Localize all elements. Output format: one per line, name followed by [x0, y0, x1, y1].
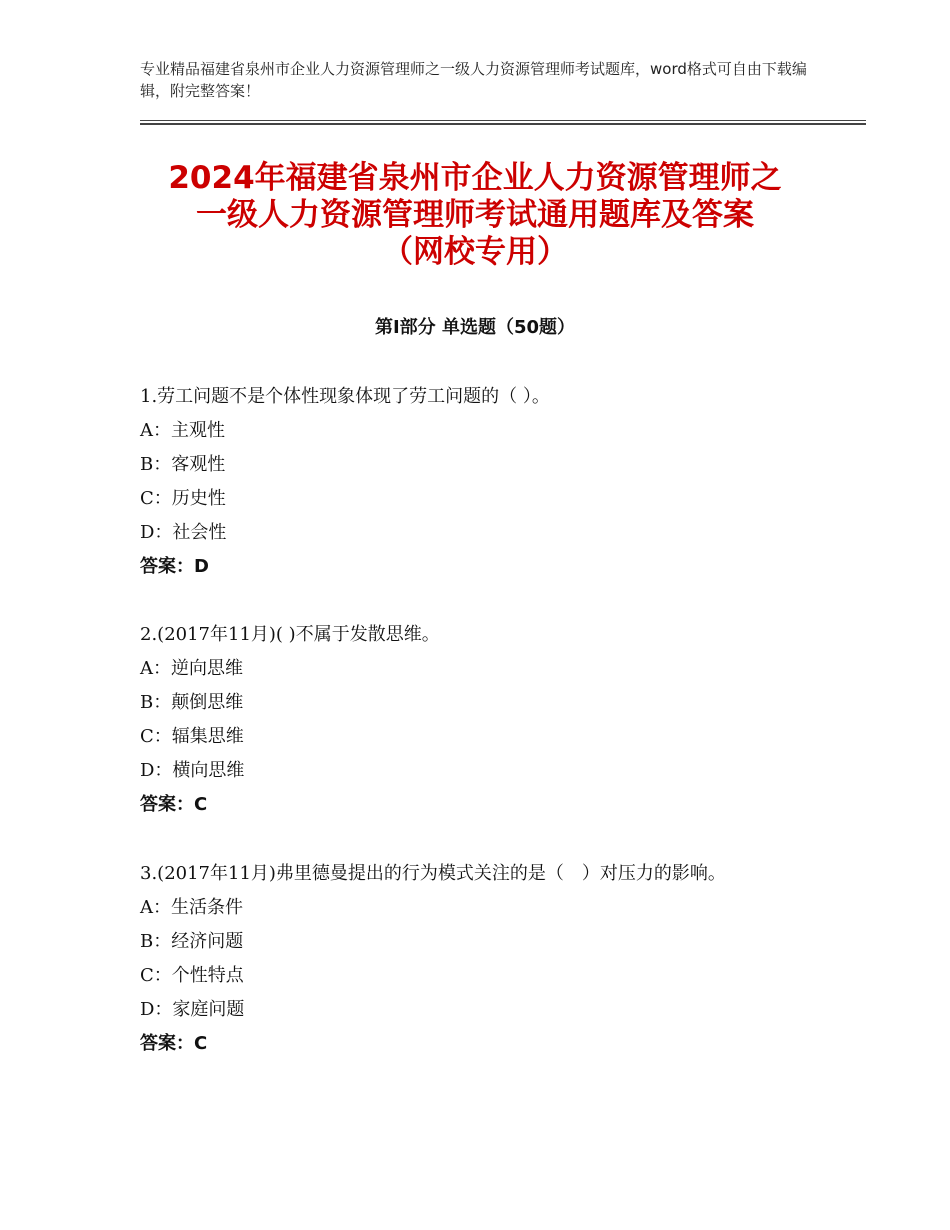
option-b: B：颠倒思维 — [140, 692, 244, 713]
option-a: A：主观性 — [140, 420, 225, 441]
title-line: 2024年福建省泉州市企业人力资源管理师之 — [168, 160, 782, 196]
header-divider-thick — [140, 123, 866, 125]
option-a: A：生活条件 — [140, 897, 243, 918]
header-divider-thin — [140, 120, 866, 121]
header-note: 专业精品福建省泉州市企业人力资源管理师之一级人力资源管理师考试题库，word格式可自由下载编辑，附完整答案！ — [140, 60, 807, 100]
option-b: B：客观性 — [140, 454, 226, 475]
option-c: C：个性特点 — [140, 965, 244, 986]
title-line: （网校专用） — [382, 234, 568, 270]
title-line: 一级人力资源管理师考试通用题库及答案 — [196, 197, 754, 233]
option-d: D：横向思维 — [140, 760, 245, 781]
option-b: B：经济问题 — [140, 931, 244, 952]
answer: 答案：C — [140, 1033, 208, 1054]
section-title: 第Ⅰ部分 单选题（50题） — [374, 317, 575, 338]
question-stem: 2.(2017年11月)( )不属于发散思维。 — [140, 624, 440, 645]
option-d: D：社会性 — [140, 522, 227, 543]
question-1 — [140, 380, 810, 584]
option-c: C：历史性 — [140, 488, 226, 509]
option-c: C：辐集思维 — [140, 726, 244, 747]
question-3 — [140, 857, 810, 1061]
option-d: D：家庭问题 — [140, 999, 245, 1020]
answer: 答案：D — [140, 556, 209, 577]
document-title — [95, 160, 855, 271]
question-2 — [140, 618, 810, 822]
question-stem: 1.劳工问题不是个体性现象体现了劳工问题的（ ）。 — [140, 386, 550, 407]
answer: 答案：C — [140, 794, 208, 815]
option-a: A：逆向思维 — [140, 658, 243, 679]
question-stem: 3.(2017年11月)弗里德曼提出的行为模式关注的是（ ）对压力的影响。 — [140, 863, 726, 884]
